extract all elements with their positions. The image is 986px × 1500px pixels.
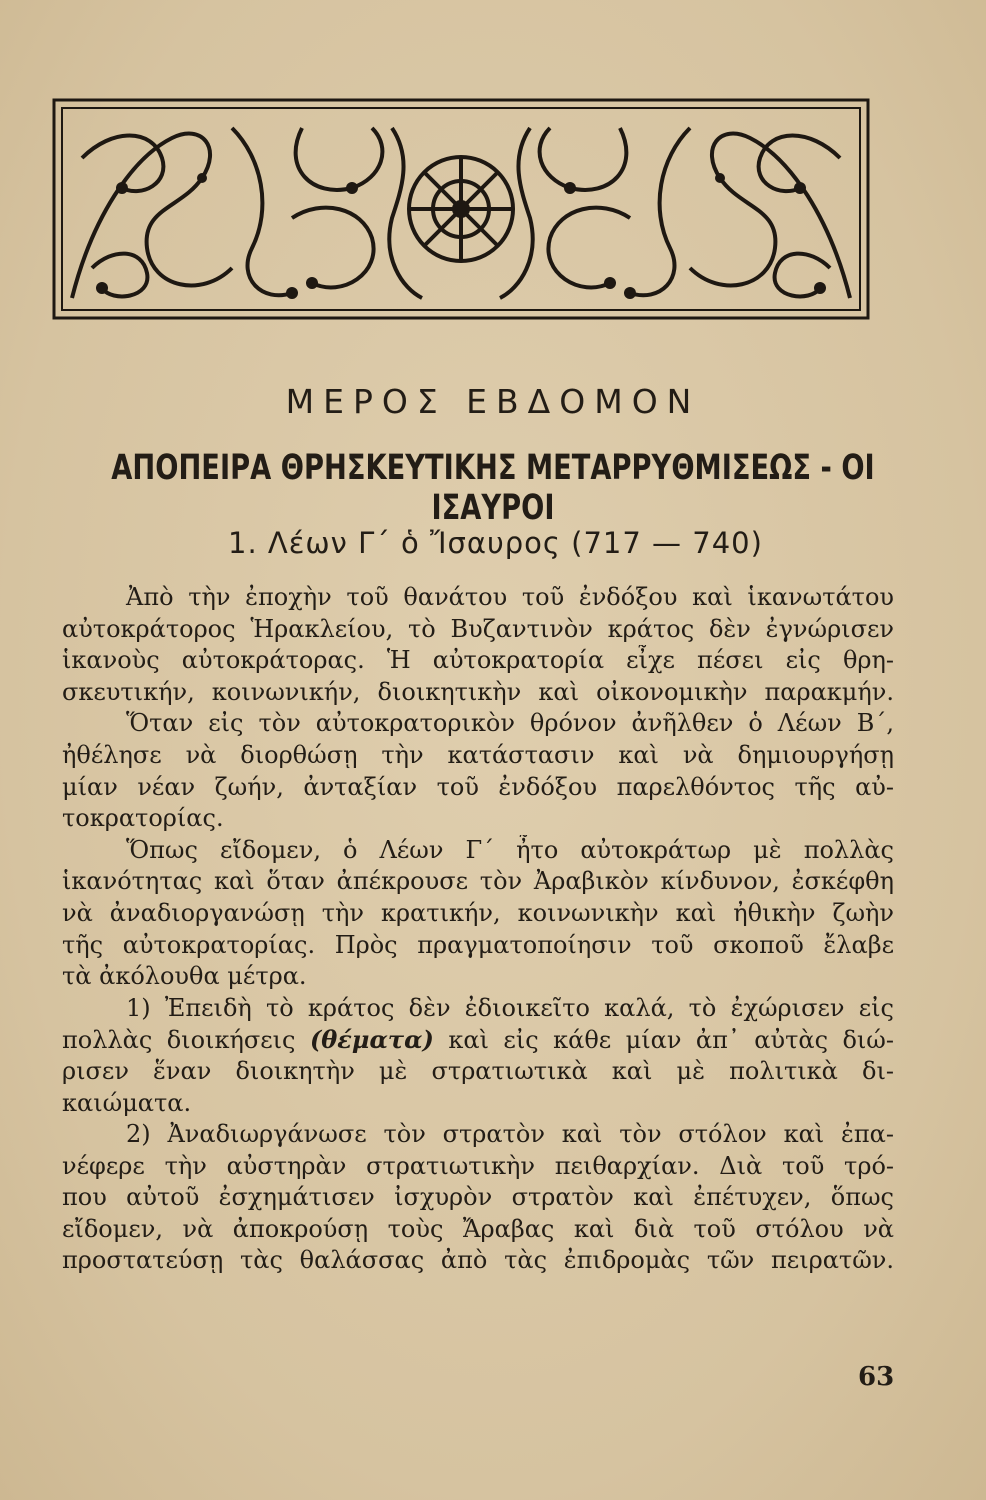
body-text — [62, 582, 894, 1277]
text-line: νέφερε τὴν αὐστηρὰν στρατιωτικὴν πειθαρχίαν. Διὰ τοῦ τρό- — [62, 1151, 894, 1180]
part-title: ΜΕΡΟΣ ΕΒΔΟΜΟΝ — [285, 382, 701, 421]
text-segment: καὶ εἰς κάθε μίαν ἀπ᾽ αὐτὰς διώ- — [448, 1026, 894, 1055]
text-line: εἴδομεν, νὰ ἀποκρούσῃ τοὺς Ἄραβας καὶ διὰ τοῦ στόλου νὰ — [62, 1214, 894, 1243]
text-line: αὐτοκράτορος Ἡρακλείου, τὸ Βυζαντινὸν κράτος δὲν ἐγνώρισεν — [62, 614, 894, 643]
chapter-heading: 1. Λέων Γ΄ ὁ Ἴσαυρος (717 — 740) — [228, 526, 763, 560]
text-line: ἠθέλησε νὰ διορθώσῃ τὴν κατάστασιν καὶ νὰ δημιουργήσῃ — [62, 740, 894, 769]
text-line: ἱκανότητας καὶ ὅταν ἀπέκρουσε τὸν Ἀραβικὸν κίνδυνον, ἐσκέφθη — [62, 867, 894, 896]
section-title: ΑΠΟΠΕΙΡΑ ΘΡΗΣΚΕΥΤΙΚΗΣ ΜΕΤΑΡΡΥΘΜΙΣΕΩΣ - ΟΙ ΙΣΑΥΡΟΙ — [111, 448, 875, 528]
text-segment: πολλὰς διοικήσεις — [62, 1026, 296, 1055]
text-line: Ἀπὸ τὴν ἐποχὴν τοῦ θανάτου τοῦ ἐνδόξου καὶ ἱκανωτάτου — [126, 583, 894, 611]
text-line: ρισεν ἕναν διοικητὴν μὲ στρατιωτικὰ καὶ μὲ πολιτικὰ δι- — [62, 1056, 894, 1085]
text-line: τοκρατορίας. — [62, 804, 224, 833]
text-line: Ὅταν εἰς τὸν αὐτοκρατορικὸν θρόνον ἀνῆλθεν ὁ Λέων Β΄, — [126, 709, 894, 738]
decorative-ornament-band — [52, 98, 870, 320]
page-number: 63 — [858, 1362, 895, 1392]
text-line: 2) Ἀναδιωργάνωσε τὸν στρατὸν καὶ τὸν στόλον καὶ ἐπα- — [126, 1120, 894, 1149]
text-line: τῆς αὐτοκρατορίας. Πρὸς πραγματοποίησιν τοῦ σκοποῦ ἔλαβε — [62, 930, 894, 959]
text-line: προστατεύσῃ τὰς θαλάσσας ἀπὸ τὰς ἐπιδρομὰς τῶν πειρατῶν. — [62, 1246, 894, 1275]
text-line: τὰ ἀκόλουθα μέτρα. — [62, 962, 307, 991]
text-line — [62, 1024, 894, 1056]
text-line: που αὐτοῦ ἐσχημάτισεν ἰσχυρὸν στρατὸν καὶ ἐπέτυχεν, ὅπως — [62, 1183, 894, 1212]
text-line: καιώματα. — [62, 1088, 192, 1117]
text-line: ἱκανοὺς αὐτοκράτορας. Ἡ αὐτοκρατορία εἶχε πέσει εἰς θρη- — [62, 646, 894, 675]
text-line: νὰ ἀναδιοργανώσῃ τὴν κρατικήν, κοινωνικὴν καὶ ἠθικὴν ζωὴν — [62, 898, 894, 927]
themata-term: (θέματα) — [309, 1025, 434, 1055]
text-line: Ὅπως εἴδομεν, ὁ Λέων Γ΄ ἦτο αὐτοκράτωρ μὲ πολλὰς — [126, 835, 894, 864]
text-line: μίαν νέαν ζωήν, ἀνταξίαν τοῦ ἐνδόξου παρελθόντος τῆς αὐ- — [62, 772, 894, 801]
text-line: 1) Ἐπειδὴ τὸ κράτος δὲν ἐδιοικεῖτο καλά, τὸ ἐχώρισεν εἰς — [126, 993, 894, 1022]
text-line: σκευτικήν, κοινωνικήν, διοικητικὴν καὶ οἰκονομικὴν παρακμήν. — [62, 677, 894, 706]
